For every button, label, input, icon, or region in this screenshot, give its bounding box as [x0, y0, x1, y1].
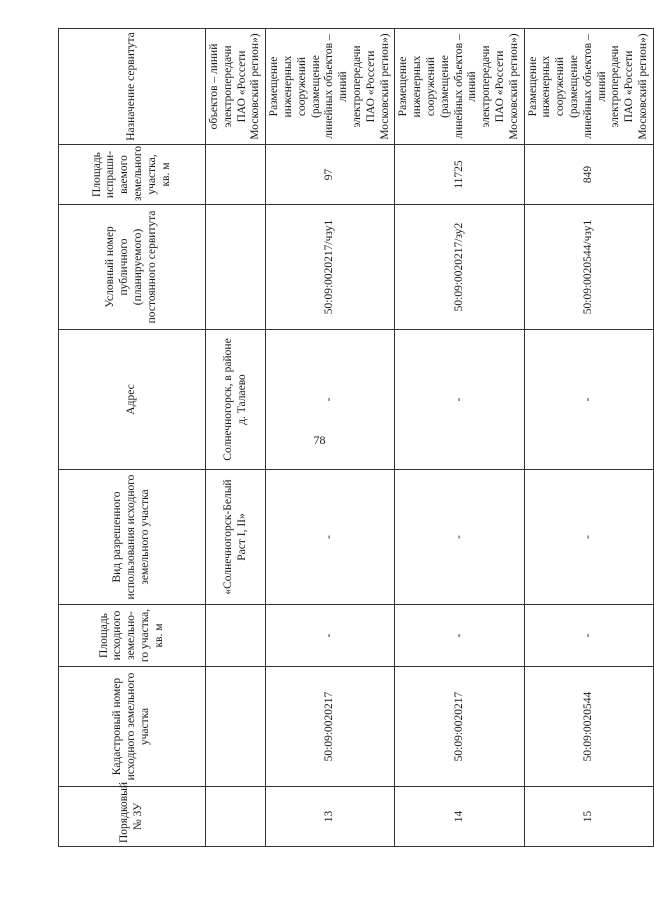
row-cadastral: 50:09:0020217: [395, 667, 524, 787]
row-requested-area: 849: [524, 145, 653, 205]
row-number: 15: [524, 787, 653, 847]
header-cell-requested-area: Площадь испраши-ваемого земельного участка, кв. м: [59, 145, 206, 205]
row-source-area: -: [524, 605, 653, 667]
cont-cell: [206, 787, 266, 847]
row-requested-area: 11725: [395, 145, 524, 205]
table-row: [395, 29, 524, 847]
row-purpose: Размещение инженерных сооружений (размещение линейных объектов – линий электропередачи ПАО «Россети Московский регион»): [266, 29, 395, 145]
row-number: 14: [395, 787, 524, 847]
row-source-area: -: [395, 605, 524, 667]
row-cadastral: 50:09:0020544: [524, 667, 653, 787]
header-cell-servitude-number: Условный номер публичного (планируемого) постоянного сервитута: [59, 205, 206, 330]
page-number: 78: [313, 433, 326, 447]
row-address: -: [524, 330, 653, 470]
header-cell-address: Адрес: [59, 330, 206, 470]
cont-cell: [206, 205, 266, 330]
cont-cell-use: «Солнечногорск-Белый Раст I, II»: [206, 470, 266, 605]
row-servitude-number: 50:09:0020217/чзу1: [266, 205, 395, 330]
cont-cell-purpose: объектов – линий электропередачи ПАО «Россети Московский регион»): [206, 29, 266, 145]
servitude-table: [58, 28, 654, 847]
header-cell-permitted-use: Вид разрешенного использования исходного земельного участка: [59, 470, 206, 605]
cont-cell: [206, 145, 266, 205]
row-permitted-use: -: [395, 470, 524, 605]
row-servitude-number: 50:09:0020544/чзу1: [524, 205, 653, 330]
row-address: -: [266, 330, 395, 470]
table-header-row: [59, 29, 206, 847]
cont-cell: [206, 667, 266, 787]
row-permitted-use: -: [524, 470, 653, 605]
table-row: [524, 29, 653, 847]
row-number: 13: [266, 787, 395, 847]
rotated-table-container: [58, 29, 649, 847]
row-requested-area: 97: [266, 145, 395, 205]
row-address: -: [395, 330, 524, 470]
row-permitted-use: -: [266, 470, 395, 605]
row-purpose: Размещение инженерных сооружений (размещение линейных объектов – линий электропередачи ПАО «Россети Московский регион»): [395, 29, 524, 145]
row-servitude-number: 50:09:0020217/зу2: [395, 205, 524, 330]
continuation-row: [206, 29, 266, 847]
row-cadastral: 50:09:0020217: [266, 667, 395, 787]
row-source-area: -: [266, 605, 395, 667]
header-cell-purpose: Назначение сервитута: [59, 29, 206, 145]
header-cell-source-area: Площадь исходного земельно-го участка, кв. м: [59, 605, 206, 667]
row-purpose: Размещение инженерных сооружений (размещение линейных объектов – линий электропередачи ПАО «Россети Московский регион»): [524, 29, 653, 145]
header-cell-cadastral: Кадастровый номер исходного земельного участка: [59, 667, 206, 787]
table-row: [266, 29, 395, 847]
cont-cell-address: Солнечногорск, в районе д. Талаево: [206, 330, 266, 470]
cont-cell: [206, 605, 266, 667]
header-cell-number: Порядковый № ЗУ: [59, 787, 206, 847]
